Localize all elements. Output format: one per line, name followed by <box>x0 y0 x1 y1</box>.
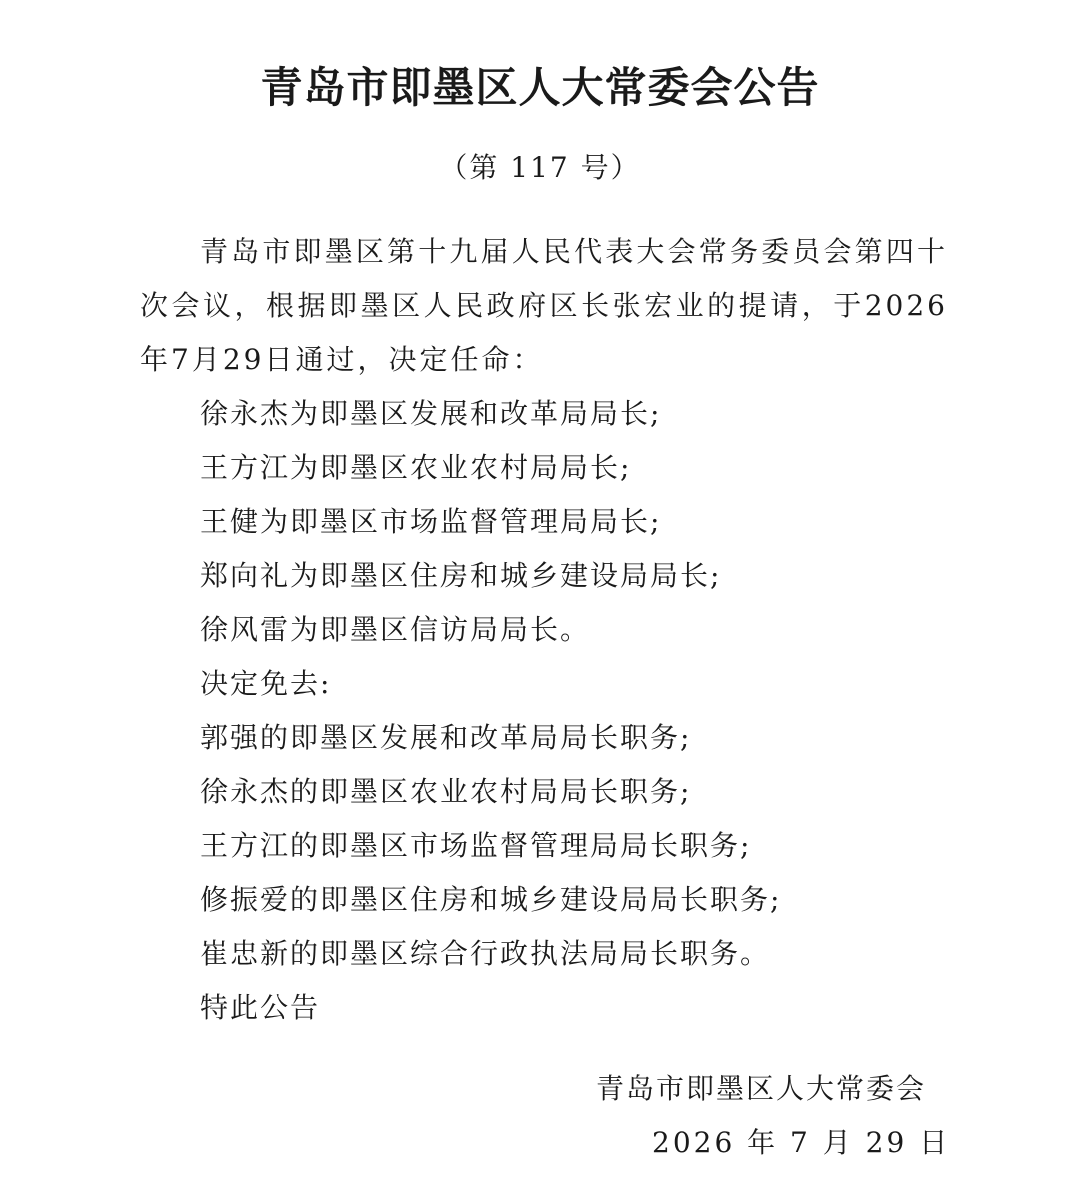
document-title: 青岛市即墨区人大常委会公告 <box>260 63 820 112</box>
appointment-item: 王方江为即墨区农业农村局局长; <box>200 451 632 484</box>
signature-block <box>560 1062 960 1170</box>
signature-date: 2026 年 7 月 29 日 <box>652 1126 951 1159</box>
removal-item: 王方江的即墨区市场监督管理局局长职务; <box>200 829 752 862</box>
removal-item: 崔忠新的即墨区综合行政执法局局长职务。 <box>200 937 771 970</box>
appointment-item: 徐风雷为即墨区信访局局长。 <box>200 613 591 646</box>
removal-item: 修振爱的即墨区住房和城乡建设局局长职务; <box>200 883 782 916</box>
intro-paragraph: 青岛市即墨区第十九届人民代表大会常务委员会第四十次会议，根据即墨区人民政府区长张宏业的提请，于2026年7月29日通过，决定任命： <box>140 235 948 376</box>
closing-text: 特此公告 <box>200 991 321 1024</box>
document-body <box>140 225 948 1035</box>
appointment-item: 王健为即墨区市场监督管理局局长; <box>200 505 662 538</box>
removal-item: 郭强的即墨区发展和改革局局长职务; <box>200 721 692 754</box>
appointment-item: 徐永杰为即墨区发展和改革局局长; <box>200 397 662 430</box>
removal-heading: 决定免去: <box>200 667 332 700</box>
document-number: （第 117 号） <box>439 151 641 184</box>
signature-organization: 青岛市即墨区人大常委会 <box>596 1072 927 1105</box>
removal-item: 徐永杰的即墨区农业农村局局长职务; <box>200 775 692 808</box>
appointment-item: 郑向礼为即墨区住房和城乡建设局局长; <box>200 559 722 592</box>
